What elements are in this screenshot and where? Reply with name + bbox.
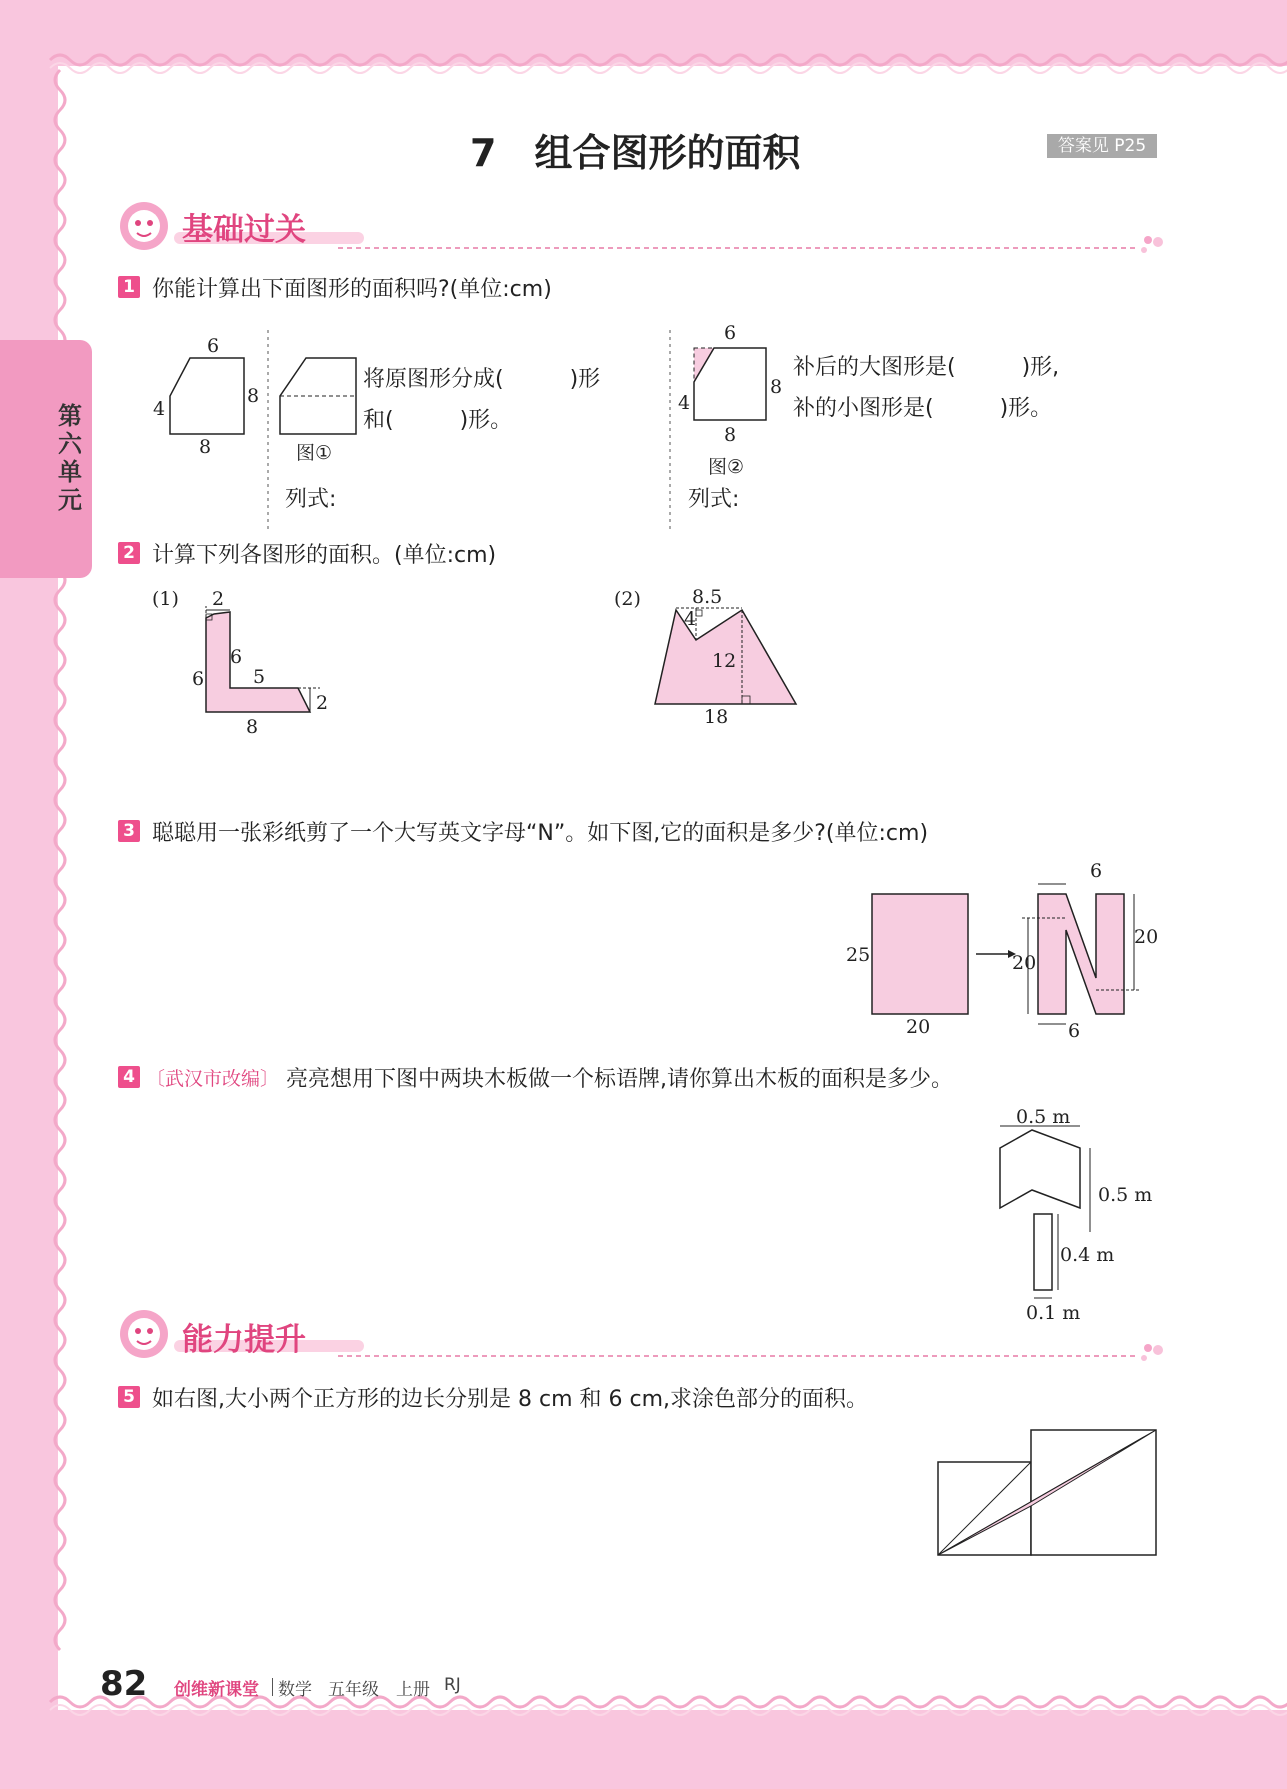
question-5-number: 5 xyxy=(118,1386,140,1408)
top-wave-border xyxy=(0,40,1287,80)
q3-n-top: 6 xyxy=(1090,860,1103,882)
page-title: 7 组合图形的面积 xyxy=(470,131,801,175)
footer-edition: RJ xyxy=(444,1675,461,1695)
q4-right: 0.5 m xyxy=(1098,1184,1153,1206)
question-2-number: 2 xyxy=(118,542,140,564)
footer-grade: 五年级 xyxy=(328,1680,379,1700)
question-3-text: 聪聪用一张彩纸剪了一个大写英文字母“N”。如下图,它的面积是多少?(单位:cm) xyxy=(152,821,929,846)
section-basic-title: 基础过关 xyxy=(182,212,306,248)
question-1-number: 1 xyxy=(118,276,140,298)
q1-original-shape xyxy=(170,358,244,434)
q3-rect-width: 20 xyxy=(906,1016,931,1038)
q1-figure1-formula-label: 列式: xyxy=(285,487,337,512)
q3-n-right: 20 xyxy=(1134,926,1159,948)
q2-part1-left: 6 xyxy=(192,668,205,690)
q2-part1-label: (1) xyxy=(152,588,179,610)
question-2-text: 计算下列各图形的面积。(单位:cm) xyxy=(152,543,497,568)
footer-subject: 数学 xyxy=(278,1680,312,1700)
q1-figure1-caption: 图① xyxy=(296,442,333,464)
section-ability-title: 能力提升 xyxy=(182,1322,306,1358)
q4-sign-board xyxy=(1000,1130,1080,1208)
q2-part1-right: 2 xyxy=(316,692,329,714)
q4-figure xyxy=(990,1108,1160,1318)
q1-fig2-label-right: 8 xyxy=(770,376,783,398)
q1-label-left: 4 xyxy=(153,398,166,420)
q3-paper-rectangle xyxy=(872,894,968,1014)
q1-fig2-label-top: 6 xyxy=(724,322,737,344)
q3-n-bottom: 6 xyxy=(1068,1020,1081,1042)
question-4-text: 亮亮想用下图中两块木板做一个标语牌,请你算出木板的面积是多少。 xyxy=(286,1067,953,1092)
q4-top: 0.5 m xyxy=(1016,1106,1071,1128)
q2-part2-top: 8.5 xyxy=(692,586,723,608)
question-1-text: 你能计算出下面图形的面积吗?(单位:cm) xyxy=(152,277,552,302)
q4-post-height: 0.4 m xyxy=(1060,1244,1115,1266)
q1-figure2-text-line2: 补的小图形是( )形。 xyxy=(793,396,1053,421)
question-4-number: 4 xyxy=(118,1066,140,1088)
q3-figure xyxy=(840,862,1170,1042)
q3-n-left: 20 xyxy=(1012,952,1037,974)
left-wave-border xyxy=(40,60,80,1700)
q2-part1-inner-horizontal: 5 xyxy=(253,666,266,688)
q1-label-top: 6 xyxy=(207,335,220,357)
q1-label-right: 8 xyxy=(247,385,260,407)
q2-part2-notch: 4 xyxy=(684,608,697,630)
question-4-source: 〔武汉市改编〕 xyxy=(146,1068,280,1090)
q1-figure1-text-line1: 将原图形分成( )形 xyxy=(363,367,601,392)
q1-label-bottom: 8 xyxy=(199,436,212,458)
answer-reference-badge: 答案见 P25 xyxy=(1047,134,1157,158)
q2-part2-label: (2) xyxy=(614,588,641,610)
q3-rect-height: 25 xyxy=(846,944,871,966)
q5-figure xyxy=(936,1428,1166,1558)
q2-part2-bottom: 18 xyxy=(704,706,729,728)
q1-figure2-text-line1: 补后的大图形是( )形, xyxy=(793,355,1060,380)
q2-part1-top: 2 xyxy=(212,588,225,610)
q2-part2-height: 12 xyxy=(712,650,737,672)
page-number: 82 xyxy=(100,1664,148,1704)
q1-fig2-label-bottom: 8 xyxy=(724,424,737,446)
q4-post-width: 0.1 m xyxy=(1026,1302,1081,1324)
footer-brand: 创维新课堂 xyxy=(174,1680,259,1700)
question-5-text: 如右图,大小两个正方形的边长分别是 8 cm 和 6 cm,求涂色部分的面积。 xyxy=(152,1387,869,1412)
q1-fig2-label-left: 4 xyxy=(678,392,691,414)
q1-figure1-text-line2: 和( )形。 xyxy=(363,408,513,433)
q3-letter-n xyxy=(1038,894,1124,1014)
footer-volume: 上册 xyxy=(396,1680,430,1700)
footer-divider xyxy=(272,1678,273,1696)
q2-part1-bottom: 8 xyxy=(246,716,259,738)
q2-part1-inner-vertical: 6 xyxy=(230,646,243,668)
q1-figure2-formula-label: 列式: xyxy=(688,487,740,512)
question-3-number: 3 xyxy=(118,820,140,842)
q4-post xyxy=(1034,1214,1052,1290)
q1-figure2-caption: 图② xyxy=(708,456,745,478)
side-unit-label: 第六单元 xyxy=(58,402,82,514)
